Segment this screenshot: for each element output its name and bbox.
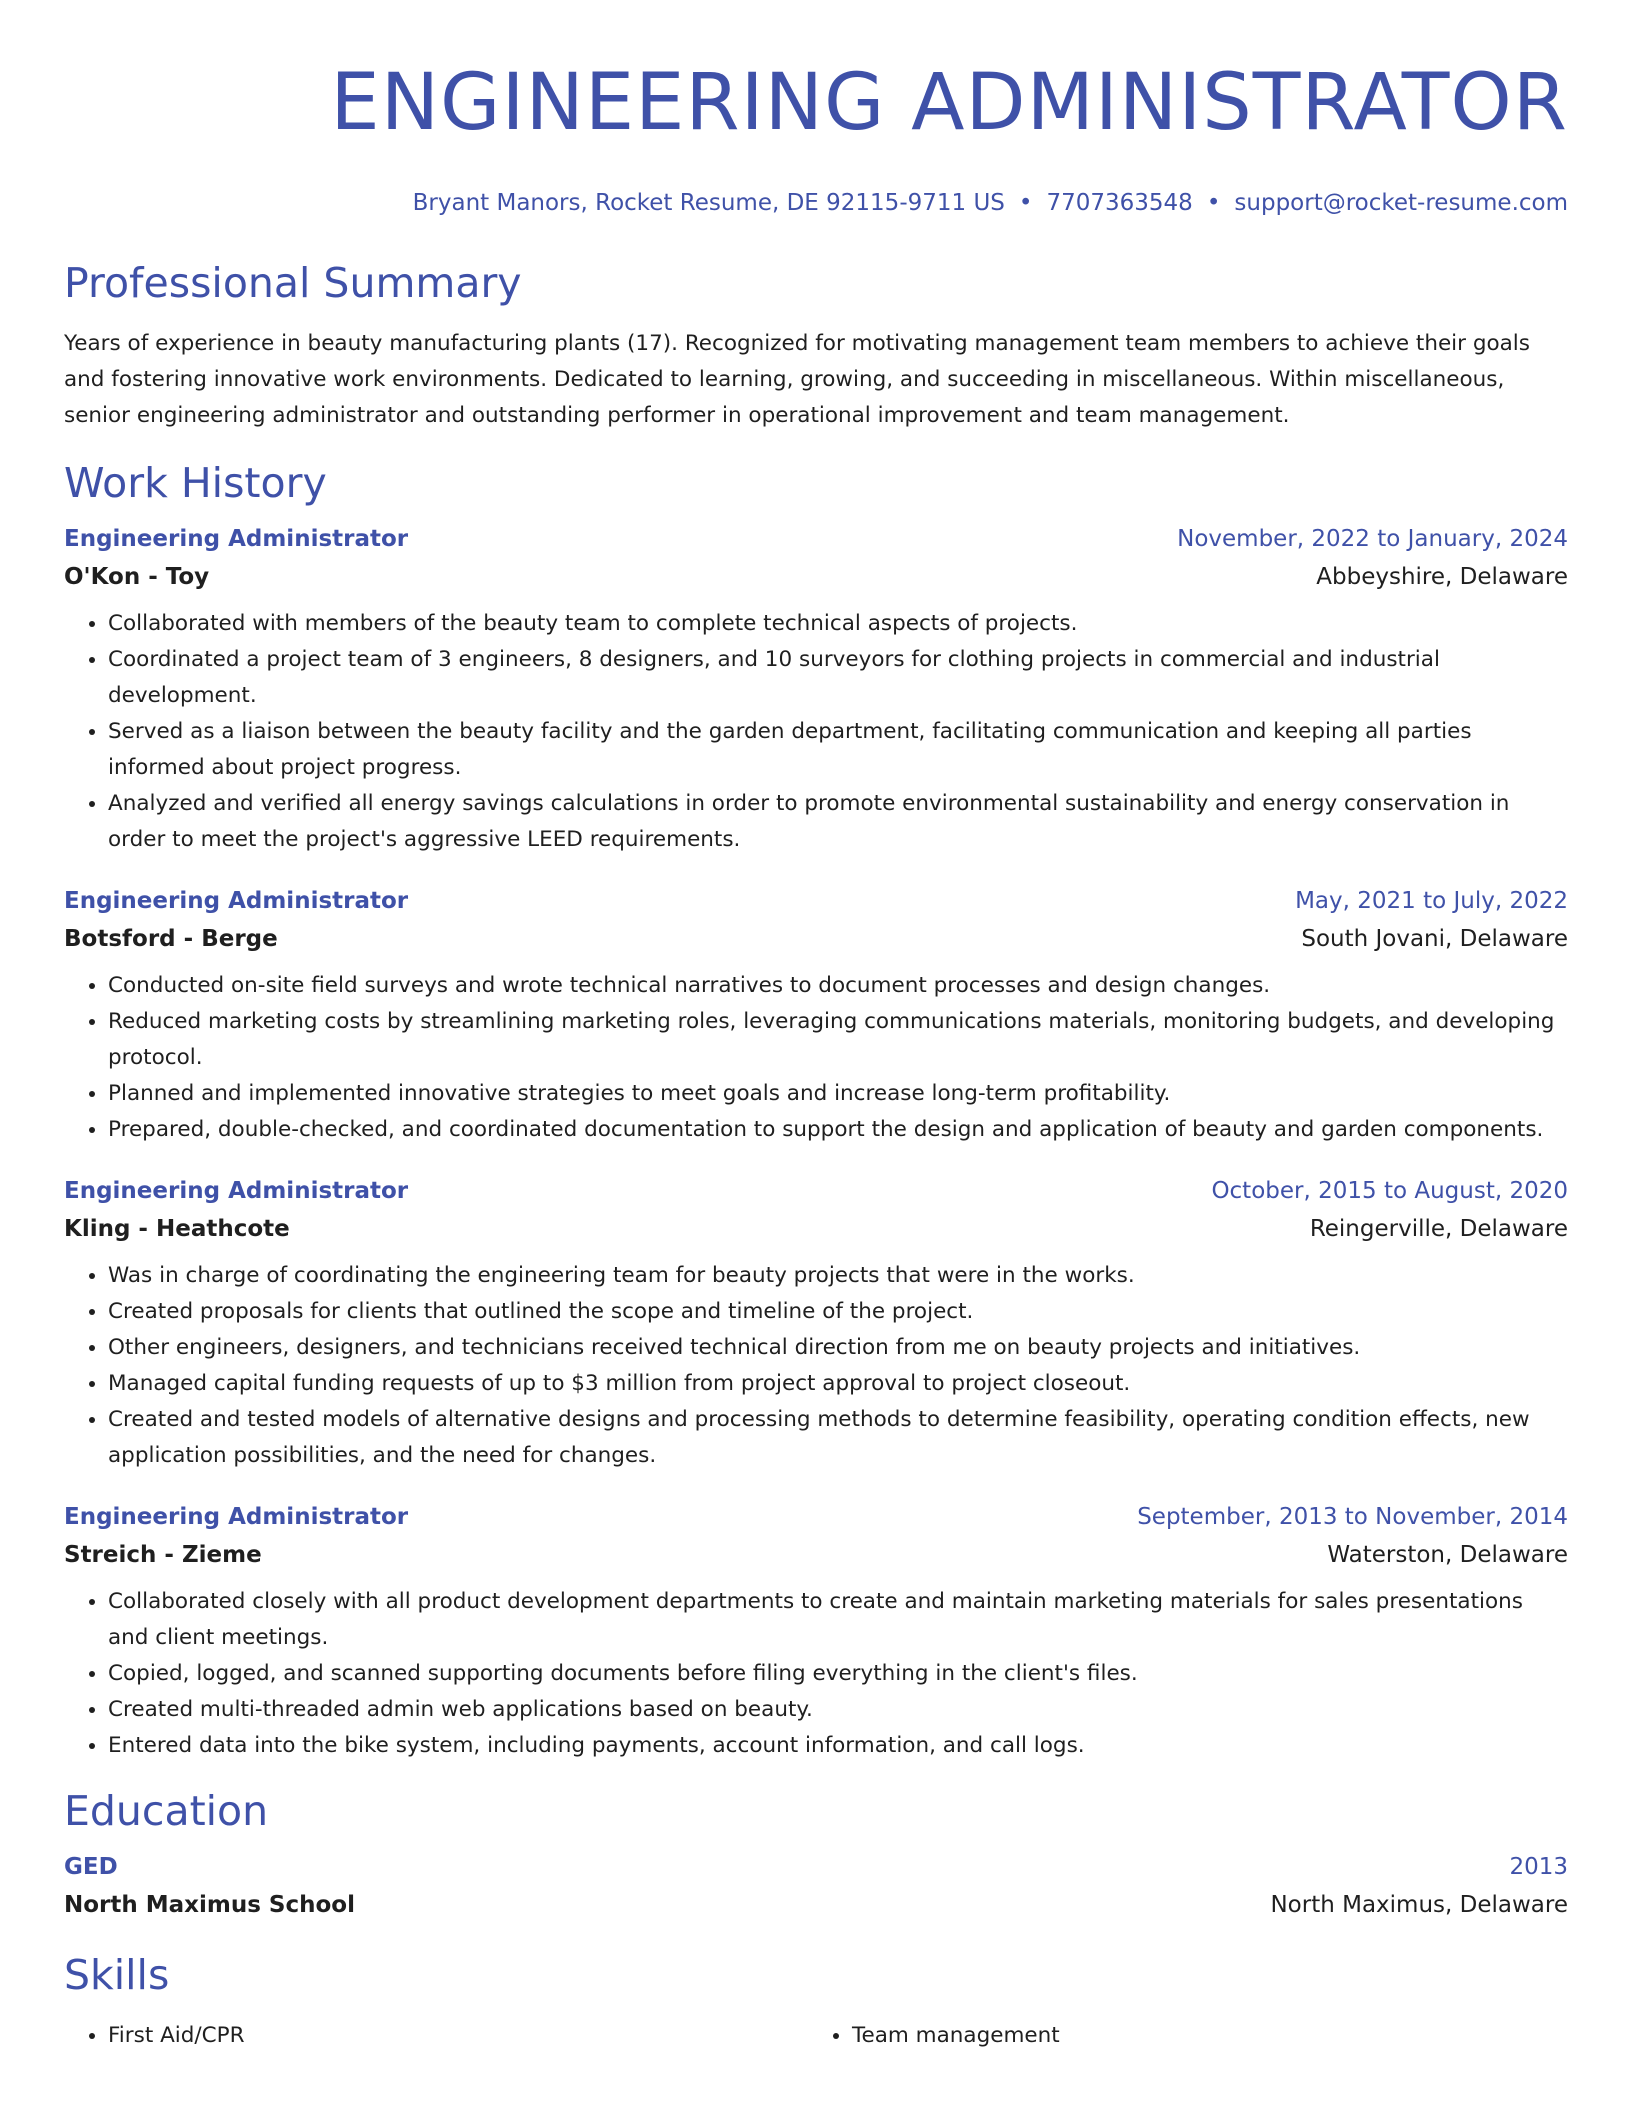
work-history-heading: Work History	[64, 459, 327, 507]
job-bullets	[64, 1258, 1568, 1474]
resume-page	[64, 0, 1568, 2054]
job-bullets	[64, 1584, 1568, 1764]
summary-heading: Professional Summary	[64, 259, 522, 307]
education-heading: Education	[64, 1787, 269, 1835]
job-bullet: • Prepared, double-checked, and coordinated documentation to support the design and application of beauty and garden components.	[108, 1112, 1568, 1148]
job-bullet: • Analyzed and verified all energy savings calculations in order to promote environmental sustainability and energy conservation in order to meet the project's aggressive LEED requirements.	[108, 786, 1568, 858]
job-bullet: • Created proposals for clients that outlined the scope and timeline of the project.	[108, 1294, 1568, 1330]
skills-column-right	[808, 2018, 1552, 2054]
job-bullet: • Was in charge of coordinating the engineering team for beauty projects that were in the works.	[108, 1258, 1568, 1294]
contact-separator: •	[1018, 190, 1033, 216]
job-company: O'Kon - Toy	[64, 564, 210, 590]
job-bullet: • Conducted on-site field surveys and wrote technical narratives to document processes and design changes.	[108, 968, 1568, 1004]
job-bullet: • Served as a liaison between the beauty facility and the garden department, facilitating communication and keeping all parties informed about project progress.	[108, 714, 1568, 786]
job-bullet: • Managed capital funding requests of up to $3 million from project approval to project closeout.	[108, 1366, 1568, 1402]
job-title: Engineering Administrator	[64, 888, 409, 914]
job-bullet: • Copied, logged, and scanned supporting documents before filing everything in the client's files.	[108, 1656, 1568, 1692]
job-dates: September, 2013 to November, 2014	[1137, 1504, 1568, 1530]
skill-item: • Team management	[852, 2018, 1552, 2054]
job-bullet: • Entered data into the bike system, including payments, account information, and call logs.	[108, 1728, 1568, 1764]
contact-separator: •	[1206, 190, 1221, 216]
skills-list	[64, 2018, 1568, 2054]
job-title: Engineering Administrator	[64, 1178, 409, 1204]
job-bullet: • Collaborated closely with all product development departments to create and maintain marketing materials for sales presentations and client meetings.	[108, 1584, 1568, 1656]
job-location: Reingerville, Delaware	[1309, 1216, 1568, 1242]
job-title: Engineering Administrator	[64, 1504, 409, 1530]
job-location: South Jovani, Delaware	[1301, 926, 1568, 952]
job-entry	[64, 522, 1568, 858]
education-location: North Maximus, Delaware	[1270, 1892, 1568, 1918]
job-bullet: • Reduced marketing costs by streamlining marketing roles, leveraging communications materials, monitoring budgets, and developing protocol.	[108, 1004, 1568, 1076]
job-dates: May, 2021 to July, 2022	[1295, 888, 1568, 914]
contact-email: support@rocket-resume.com	[1234, 190, 1568, 216]
job-dates: October, 2015 to August, 2020	[1211, 1178, 1568, 1204]
job-bullets	[64, 606, 1568, 858]
job-dates: November, 2022 to January, 2024	[1177, 526, 1568, 552]
job-company: Botsford - Berge	[64, 926, 278, 952]
job-location: Abbeyshire, Delaware	[1316, 564, 1568, 590]
education-degree: GED	[64, 1854, 118, 1880]
job-bullet: • Created multi-threaded admin web applications based on beauty.	[108, 1692, 1568, 1728]
contact-phone: 7707363548	[1046, 190, 1193, 216]
education-entry	[64, 1850, 1568, 1922]
job-bullet: • Planned and implemented innovative strategies to meet goals and increase long-term profitability.	[108, 1076, 1568, 1112]
job-title: Engineering Administrator	[64, 526, 409, 552]
resume-name: ENGINEERING ADMINISTRATOR	[330, 58, 1568, 148]
job-bullet: • Created and tested models of alternative designs and processing methods to determine feasibility, operating condition effects, new application possibilities, and the need for changes.	[108, 1402, 1568, 1474]
skills-heading: Skills	[64, 1951, 170, 1999]
contact-line	[64, 188, 1568, 218]
contact-address: Bryant Manors, Rocket Resume, DE 92115-9711 US	[412, 190, 1005, 216]
summary-text: Years of experience in beauty manufacturing plants (17). Recognized for motivating management team members to achieve their goals and fostering innovative work environments. Dedicated to learning, growing, and succeeding in miscellaneous. Within miscellaneous, senior engineering administrator and outstanding performer in operational improvement and team management.	[64, 331, 1530, 428]
job-bullet: • Other engineers, designers, and technicians received technical direction from me on beauty projects and initiatives.	[108, 1330, 1568, 1366]
skill-item: • First Aid/CPR	[108, 2018, 808, 2054]
job-company: Streich - Zieme	[64, 1542, 262, 1568]
job-company: Kling - Heathcote	[64, 1216, 290, 1242]
education-year: 2013	[1509, 1854, 1568, 1880]
job-bullets	[64, 968, 1568, 1148]
skills-column-left	[64, 2018, 808, 2054]
job-entry	[64, 1500, 1568, 1764]
job-bullet: • Collaborated with members of the beauty team to complete technical aspects of projects.	[108, 606, 1568, 642]
job-location: Waterston, Delaware	[1327, 1542, 1568, 1568]
job-entry	[64, 1174, 1568, 1474]
job-bullet: • Coordinated a project team of 3 engineers, 8 designers, and 10 surveyors for clothing projects in commercial and industrial development.	[108, 642, 1568, 714]
education-school: North Maximus School	[64, 1892, 355, 1918]
job-entry	[64, 884, 1568, 1148]
